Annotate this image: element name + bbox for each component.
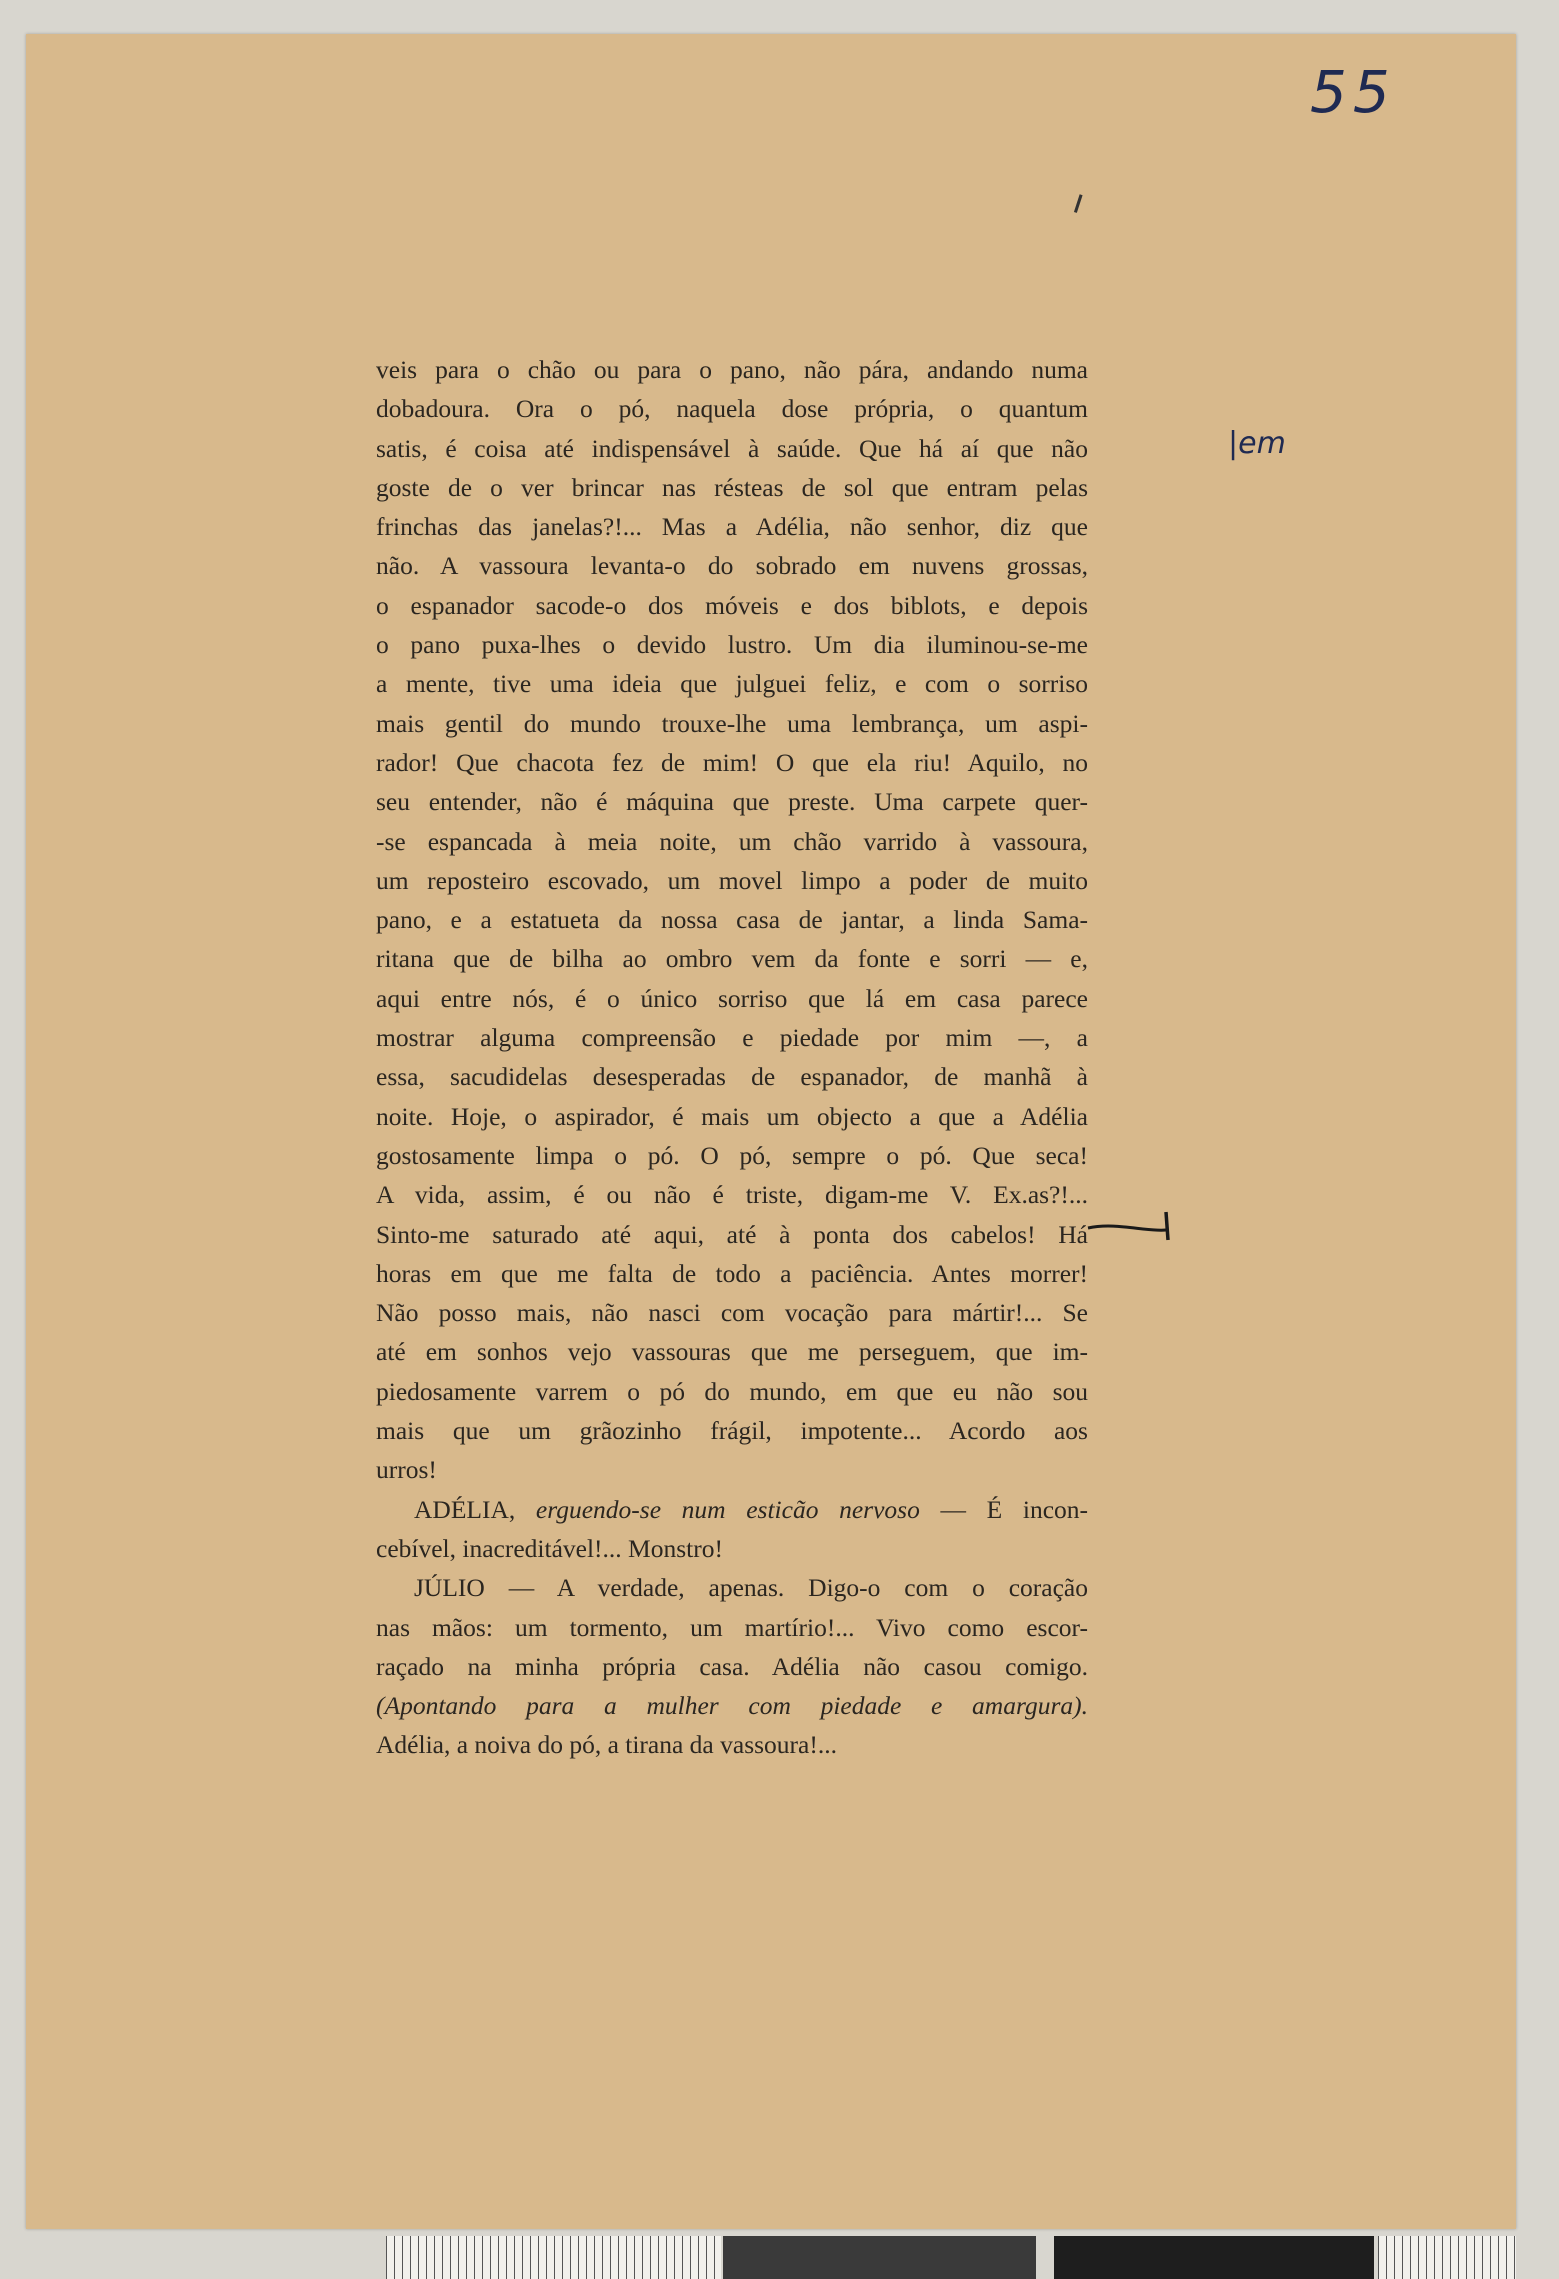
margin-note: |em <box>1228 426 1286 461</box>
paragraph-julio <box>376 1568 1088 1764</box>
text-line: rador! Que chacota fez de mim! O que ela riu! Aquilo, no <box>376 747 1088 777</box>
speaker-adelia: ADÉLIA, <box>414 1494 516 1524</box>
text-line: goste de o ver brincar nas résteas de sol que entram pelas <box>376 472 1088 502</box>
text-line: satis, é coisa até indispensável à saúde. Que há aí que não <box>376 433 1088 463</box>
paragraph-julio-monologue <box>376 350 1088 1490</box>
adelia-line-2: cebível, inacreditável!... Monstro! <box>376 1533 723 1563</box>
text-line: pano, e a estatueta da nossa casa de jantar, a linda Sama- <box>376 905 1088 935</box>
text-line: veis para o chão ou para o pano, não pára, andando numa <box>376 355 1088 384</box>
text-line: -se espancada à meia noite, um chão varrido à vassoura, <box>376 826 1088 856</box>
text-line: ritana que de bilha ao ombro vem da fonte e sorri — e, <box>376 944 1088 974</box>
adelia-line-1 <box>376 1490 1088 1529</box>
text-line: a mente, tive uma ideia que julguei feliz, e com o sorriso <box>376 669 1088 699</box>
julio-line-3: raçado na minha própria casa. Adélia não casou comigo. <box>376 1651 1088 1681</box>
ruler-ticks-right <box>1378 2236 1516 2279</box>
julio-line-1: JÚLIO — A verdade, apenas. Digo-o com o coração <box>414 1573 1088 1603</box>
ruler-gray-block <box>723 2236 1036 2279</box>
text-line: o espanador sacode-o dos móveis e dos biblots, e depois <box>376 590 1088 620</box>
text-line: frinchas das janelas?!... Mas a Adélia, não senhor, diz que <box>376 512 1088 542</box>
paragraph-adelia <box>376 1490 1088 1569</box>
text-line: A vida, assim, é ou não é triste, digam-me V. Ex.as?!... <box>376 1180 1088 1210</box>
text-line: mais que um grãozinho frágil, impotente... Acordo aos <box>376 1416 1088 1446</box>
text-line: urros! <box>376 1455 437 1485</box>
text-line: um reposteiro escovado, um movel limpo a poder de muito <box>376 865 1088 895</box>
text-line: mais gentil do mundo trouxe-lhe uma lembrança, um aspi- <box>376 708 1088 738</box>
text-line: aqui entre nós, é o único sorriso que lá em casa parece <box>376 983 1088 1013</box>
text-line: Não posso mais, não nasci com vocação para mártir!... Se <box>376 1298 1088 1328</box>
julio-line-final: Adélia, a noiva do pó, a tirana da vassoura!... <box>376 1730 837 1760</box>
text-line: dobadoura. Ora o pó, naquela dose própria, o quantum <box>376 394 1088 424</box>
text-line: mostrar alguma compreensão e piedade por mim —, a <box>376 1023 1088 1053</box>
page-number <box>1310 58 1470 128</box>
text-line: não. A vassoura levanta-o do sobrado em nuvens grossas, <box>376 551 1088 581</box>
text-line: gostosamente limpa o pó. O pó, sempre o pó. Que seca! <box>376 1140 1088 1170</box>
stage-direction-adelia: erguendo-se num esticão nervoso <box>535 1494 920 1524</box>
scan-color-ruler <box>386 2236 1516 2279</box>
text-line: noite. Hoje, o aspirador, é mais um objecto a que a Adélia <box>376 1101 1088 1131</box>
text-line: essa, sacudidelas desesperadas de espanador, de manhã à <box>376 1062 1088 1092</box>
margin-note-text: em <box>1238 426 1286 461</box>
ruler-black-block <box>1054 2236 1374 2279</box>
text-line: horas em que me falta de todo a paciência. Antes morrer! <box>376 1258 1088 1288</box>
text-line: Sinto-me saturado até aqui, até à ponta dos cabelos! Há <box>376 1219 1088 1249</box>
text-line: o pano puxa-lhes o devido lustro. Um dia iluminou-se-me <box>376 630 1088 660</box>
text-line: seu entender, não é máquina que preste. Uma carpete quer- <box>376 787 1088 817</box>
page-number-text: 55 <box>1310 58 1396 126</box>
text-line: até em sonhos vejo vassouras que me perseguem, que im- <box>376 1337 1088 1367</box>
margin-correction-mark <box>1086 1200 1186 1250</box>
ruler-ticks-left <box>386 2236 721 2279</box>
julio-line-2: nas mãos: um tormento, um martírio!... Vivo como escor- <box>376 1612 1088 1642</box>
document-body <box>376 350 1088 1765</box>
pencil-tick-mark: ı <box>1068 181 1090 223</box>
adelia-line-1-rest: — É incon- <box>940 1494 1089 1524</box>
stage-direction-julio: (Apontando para a mulher com piedade e amargura). <box>376 1691 1088 1721</box>
text-line: piedosamente varrem o pó do mundo, em que eu não sou <box>376 1376 1088 1406</box>
